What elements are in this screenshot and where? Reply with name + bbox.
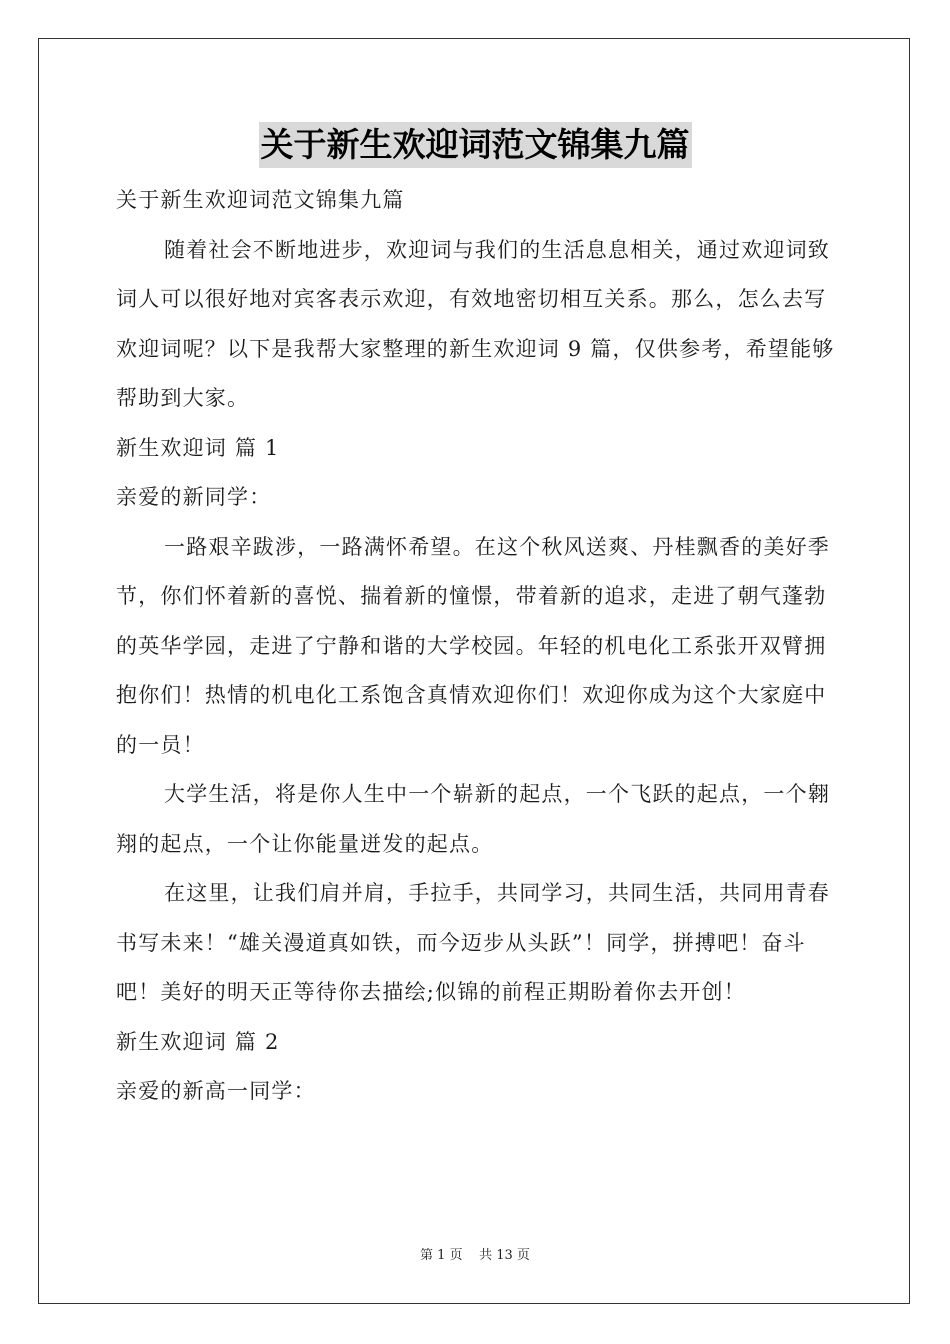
paragraph: 大学生活，将是你人生中一个崭新的起点，一个飞跃的起点，一个翱翔的起点，一个让你能量迸发的起点。 bbox=[116, 782, 830, 856]
page-footer bbox=[0, 1244, 950, 1263]
paragraph: 新生欢迎词 篇 1 bbox=[116, 435, 280, 460]
document-body bbox=[116, 176, 836, 1117]
paragraph: 在这里，让我们肩并肩，手拉手，共同学习，共同生活，共同用青春书写未来！“雄关漫道真如铁，而今迈步从头跃”！同学，拼搏吧！奋斗吧！美好的明天正等待你去描绘;似锦的前程正期盼着你去开创！ bbox=[116, 881, 830, 1004]
title-container bbox=[0, 122, 950, 168]
paragraph: 关于新生欢迎词范文锦集九篇 bbox=[116, 188, 405, 212]
paragraph: 随着社会不断地进步，欢迎词与我们的生活息息相关，通过欢迎词致词人可以很好地对宾客表示欢迎，有效地密切相互关系。那么，怎么去写欢迎词呢？以下是我帮大家整理的新生欢迎词 9 篇，仅供参考，希望能够帮助到大家。 bbox=[116, 237, 835, 410]
paragraph: 亲爱的新同学： bbox=[116, 485, 272, 509]
document-title: 关于新生欢迎词范文锦集九篇 bbox=[259, 122, 692, 168]
paragraph: 一路艰辛跋涉，一路满怀希望。在这个秋风送爽、丹桂飘香的美好季节，你们怀着新的喜悦、揣着新的憧憬，带着新的追求，走进了朝气蓬勃的英华学园，走进了宁静和谐的大学校园。年轻的机电化工系张开双臂拥抱你们！热情的机电化工系饱含真情欢迎你们！欢迎你成为这个大家庭中的一员！ bbox=[116, 534, 830, 757]
paragraph: 新生欢迎词 篇 2 bbox=[116, 1029, 280, 1054]
page-number: 第 1 页 bbox=[420, 1248, 463, 1263]
paragraph: 亲爱的新高一同学： bbox=[116, 1079, 316, 1103]
page-total: 共 13 页 bbox=[479, 1248, 530, 1263]
